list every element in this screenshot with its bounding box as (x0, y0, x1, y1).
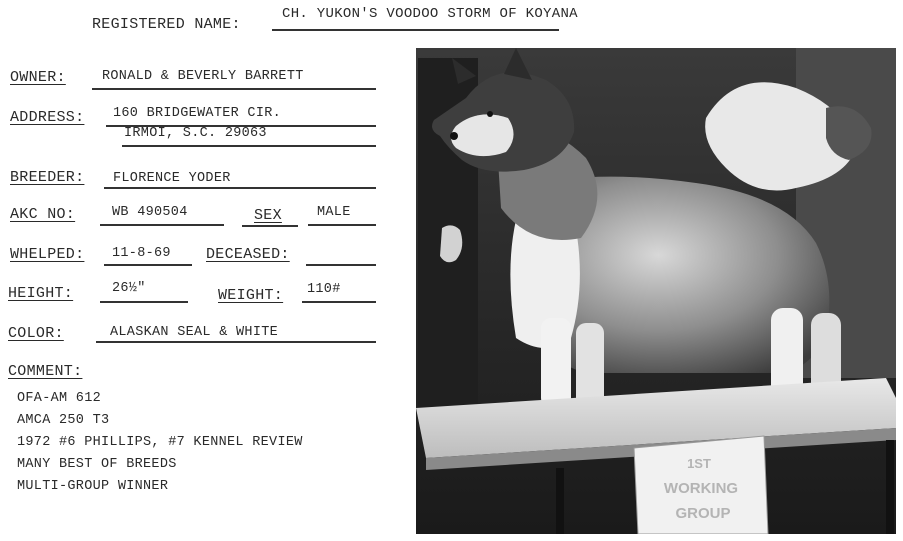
registered-name-rule (272, 29, 559, 31)
color-label: COLOR: (8, 325, 64, 342)
weight-rule (302, 301, 376, 303)
height-value: 26½" (112, 281, 146, 296)
weight-value: 110# (307, 282, 341, 297)
breeder-rule (104, 187, 376, 189)
dog-front-leg (541, 318, 571, 408)
sex-underline (242, 225, 298, 227)
dog-nose (450, 132, 458, 140)
whelped-rule (104, 264, 192, 266)
akc-no-value: WB 490504 (112, 205, 188, 220)
table-leg (556, 468, 564, 534)
owner-value: RONALD & BEVERLY BARRETT (102, 69, 304, 84)
address-line2: IRMOI, S.C. 29063 (124, 126, 267, 141)
comment-line: OFA-AM 612 (17, 391, 102, 406)
dog-front-leg-2 (576, 323, 604, 408)
owner-label: OWNER: (10, 69, 66, 86)
table-leg-2 (886, 440, 894, 534)
height-rule (100, 301, 188, 303)
sex-rule (308, 224, 376, 226)
dog-eye (487, 111, 493, 117)
address-line1: 160 BRIDGEWATER CIR. (113, 106, 282, 121)
color-value: ALASKAN SEAL & WHITE (110, 325, 279, 340)
registered-name-label: REGISTERED NAME: (92, 16, 241, 33)
address-label: ADDRESS: (10, 109, 85, 126)
breeder-label: BREEDER: (10, 169, 85, 186)
height-label: HEIGHT: (8, 285, 74, 302)
dog-show-photo (416, 48, 896, 534)
deceased-rule (306, 264, 376, 266)
akc-no-label: AKC NO: (10, 206, 76, 223)
comment-line: MULTI-GROUP WINNER (17, 479, 169, 494)
breeder-value: FLORENCE YODER (113, 171, 231, 186)
akc-no-rule (100, 224, 224, 226)
whelped-value: 11-8-69 (112, 246, 171, 261)
owner-rule (92, 88, 376, 90)
award-sign-line: GROUP (675, 505, 731, 522)
comment-line: AMCA 250 T3 (17, 413, 110, 428)
deceased-label: DECEASED: (206, 246, 290, 263)
comment-lines (17, 388, 303, 498)
award-sign-line: WORKING (663, 480, 739, 497)
sex-value: MALE (317, 205, 351, 220)
comment-label: COMMENT: (8, 363, 83, 380)
whelped-label: WHELPED: (10, 246, 85, 263)
comment-line: MANY BEST OF BREEDS (17, 457, 177, 472)
award-sign-line: 1ST (687, 456, 711, 471)
registered-name-value: CH. YUKON'S VOODOO STORM OF KOYANA (282, 6, 578, 22)
color-rule (96, 341, 376, 343)
weight-label: WEIGHT: (218, 287, 284, 304)
comment-line: 1972 #6 PHILLIPS, #7 KENNEL REVIEW (17, 435, 303, 450)
sex-label: SEX (254, 207, 282, 224)
address-rule-2 (122, 145, 376, 147)
